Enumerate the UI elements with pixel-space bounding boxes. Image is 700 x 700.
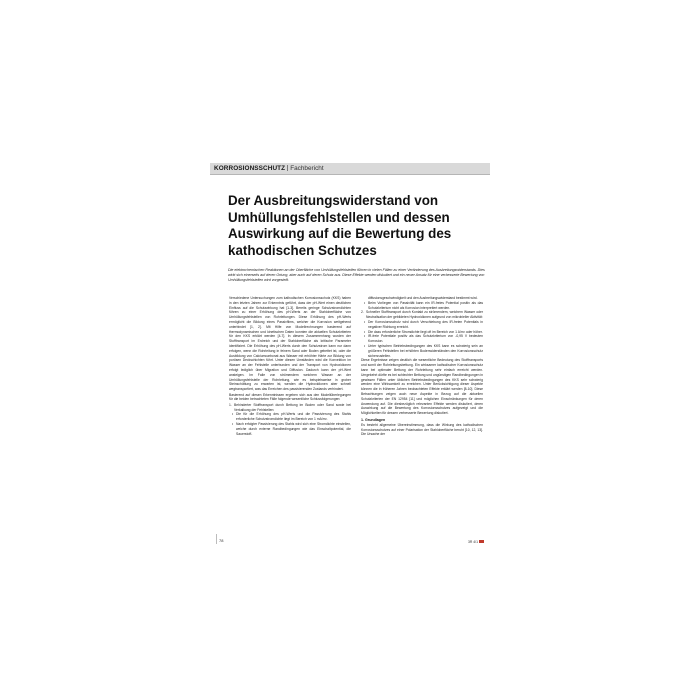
bullet-icon: • [364, 300, 366, 305]
list-number: 1. [229, 402, 232, 407]
page-number-rule [216, 534, 217, 544]
section-name: KORROSIONSSCHUTZ [214, 165, 286, 172]
issue-label: 3R 4/1 [468, 540, 478, 544]
article-type: Fachbericht [290, 165, 324, 172]
bullet-text: Die dazu erforderliche Stromdichte liegt oft im Bereich von 1 A/m² oder höher. [368, 329, 483, 334]
section-heading: 1. Grundlagen [361, 417, 386, 422]
bullet-icon: • [232, 421, 234, 426]
body-paragraph: Verschiedene Untersuchungen zum kathodischen Korrosionsschutz (KKS) haben in den letzten Jahren zur Erkenntnis geführt, dass der pH-Wert einen deutlichen Einfluss auf die Schutzwirkung hat [1-3]. Bereits geringe Schutzstromdichten führen zu einer Erhöhung des pH-Werts an der Stahloberfläche von Umhüllungsfehlstellen von Rohrleitungen. Diese Erhöhung des pH-Werts ermöglicht die Bildung eines Passivfilms, welcher die Korrosion weitgehend unterbindet [1, 2]. Mit Hilfe von Modellrechnungen basierend auf thermodynamischen und kinetischen Daten konnten die aktuellen Schutzkriterien für den KKS erklärt werden [4-7]. In diesem Zusammenhang wurden der Stofftransport im Erdreich und der Stahloberfläche als kritische Parameter identifiziert. Die Erhöhung des pH-Werts durch den Schutzstrom kann nur dann erfolgen, wenn die Rohrleitung in feinem Sand oder Boden gebettet ist, oder die Ausbildung von Calciumcarbonat aus Wasser mit erhöhter Härte zur Bildung von porösen Deckschichten führt. Unter diesen Umständen wird die Konvektion im Wasser an der Fehlstelle unterbunden und der Transport von Hydroxidionen erfolgt lediglich über Migration und Diffusion. Dadurch kann der pH-Wert ansteigen. Im Falle von strömendem weichem Wasser an der Umhüllungsfehlstelle der Rohrleitung, wie es beispielsweise in grober Steinschüttung zu erwarten ist, werden die Hydroxidionen aber schnell wegtransportiert, was das Erreichen des passivierenden Zustands verhindert. [229, 296, 351, 392]
bullet-item [361, 320, 483, 330]
bullet-item [229, 422, 351, 436]
numbered-list-item [361, 310, 483, 320]
publisher-logo-icon [479, 540, 484, 543]
bullet-text: Nach erfolgter Passivierung des Stahls wird sich eine Stromdichte einstellen, welche durch externe Randbedingungen wie das Einschaltpotential, die Sauerstoff- [236, 421, 351, 436]
bullet-text: diffusionsgeschwindigkeit und den Ausbreitungswiderstand bestimmt wird. [368, 296, 478, 300]
body-paragraph: Diese Ergebnisse zeigen deutlich die wesentliche Bedeutung des Stofftransports und somit der Rohrleitungsbettung. Ein wirksamer kathodischer Korrosionsschutz kann bei optimaler Bettung der Rohrleitung sehr einfach erreicht werden. Umgekehrt dürfte es bei schlechter Bettung und ungünstigen Randbedingungen in gewissen Fällen unter üblichen Betriebsbedingungen des KKS sehr schwierig werden eine Wirksamkeit zu erreichen. Unter Berücksichtigung dieser Aspekte können die in früheren Jahren beobachteten Effekte erklärt werden [8-10]. Diese Betrachtungen zeigen auch neue Aspekte in Bezug auf die aktuellen Schutzkriterien der EN 12954 [11] und möglichen Einschränkungen für deren Anwendung auf. Die diesbezüglich relevanten Effekte werden diskutiert, deren Auswirkung auf die Bewertung des Korrosionsschutzes aufgezeigt und die Möglichkeiten für dessen verbesserte Bewertung diskutiert. [361, 358, 483, 416]
body-paragraph: Basierend auf diesen Erkenntnissen ergeben sich aus den Modellüberlegungen für die beiden betrachteten Fälle folgende wesentliche Schlussfolgerungen: [229, 392, 351, 402]
list-text: Behinderter Stofftransport durch Bettung im Boden oder Sand sowie bei Verkalkung der Fehlstellen: [234, 402, 351, 412]
bullet-item [229, 412, 351, 422]
bullet-icon: • [364, 343, 366, 348]
article-title: Der Ausbreitungswiderstand von Umhüllungsfehlstellen und dessen Auswirkung auf die Bewertung des kathodischen Schutzes [228, 193, 452, 258]
body-column-left [229, 296, 351, 436]
numbered-list-item [229, 403, 351, 413]
bullet-item [361, 344, 483, 358]
bullet-icon: • [364, 329, 366, 334]
bullet-icon: • [364, 334, 366, 339]
bullet-icon: • [364, 319, 366, 324]
header-divider [287, 165, 288, 171]
bullet-icon: • [232, 412, 234, 417]
body-column-right [361, 296, 483, 438]
page-number: 78 [219, 538, 224, 543]
article-lead: Die elektrochemischen Reaktionen an der Oberfläche von Umhüllungsfehlstellen führen in vielen Fällen zu einer Veränderung des Ausbreitungswiderstands. Dies wirkt sich einerseits auf deren Ortung, aber auch auf deren Schutz aus. Diese Effekte werden diskutiert und ein neuer Ansatz für eine verbesserte Bewertung von Umhüllungsfehlstellen wird vorgestellt. [228, 268, 485, 283]
section-header [214, 164, 324, 173]
issue-footer [468, 540, 484, 545]
bullet-text: IR-freie Potentiale positiv als das Schutzkriterium von -0,95 V bedeuten Korrosion. [368, 334, 483, 344]
list-number: 2. [361, 310, 364, 315]
bullet-item [361, 334, 483, 344]
bullet-text: Unter typischen Betriebsbedingungen des KKS kann es schwierig sein an größeren Fehlstellen bei erhöhten Bodenwiderständen den Korrosionsschutz sicherzustellen. [368, 343, 483, 358]
bullet-text: Der Korrosionsschutz wird durch Verschiebung des IR-freien Potentials in negativer Richtung erreicht. [368, 319, 483, 329]
section-header-bar [210, 163, 490, 175]
bullet-text: Beim Vorliegen von Passivität kann ein IR-freies Potential positiv als das Schutzkriterium nicht als Korrosion interpretiert werden. [368, 300, 483, 310]
list-text: Schneller Stofftransport durch Kontakt zu strömendem, weichem Wasser oder Neutralisation der gebildeten Hydroxidionen aufgrund von mikrobieller Aktivität: [366, 310, 483, 320]
bullet-text: Die für die Erhöhung des pH-Werts und die Passivierung des Stahls erforderliche Schutzstromdichte liegt im Bereich von 1 mA/m². [236, 412, 351, 422]
body-paragraph: Es besteht allgemeine Übereinstimmung, dass die Wirkung des kathodischen Korrosionsschutzes auf einer Polarisation der Stahloberfläche beruht [10, 12, 13]. Die Ursache der [361, 422, 483, 437]
bullet-item [361, 301, 483, 311]
